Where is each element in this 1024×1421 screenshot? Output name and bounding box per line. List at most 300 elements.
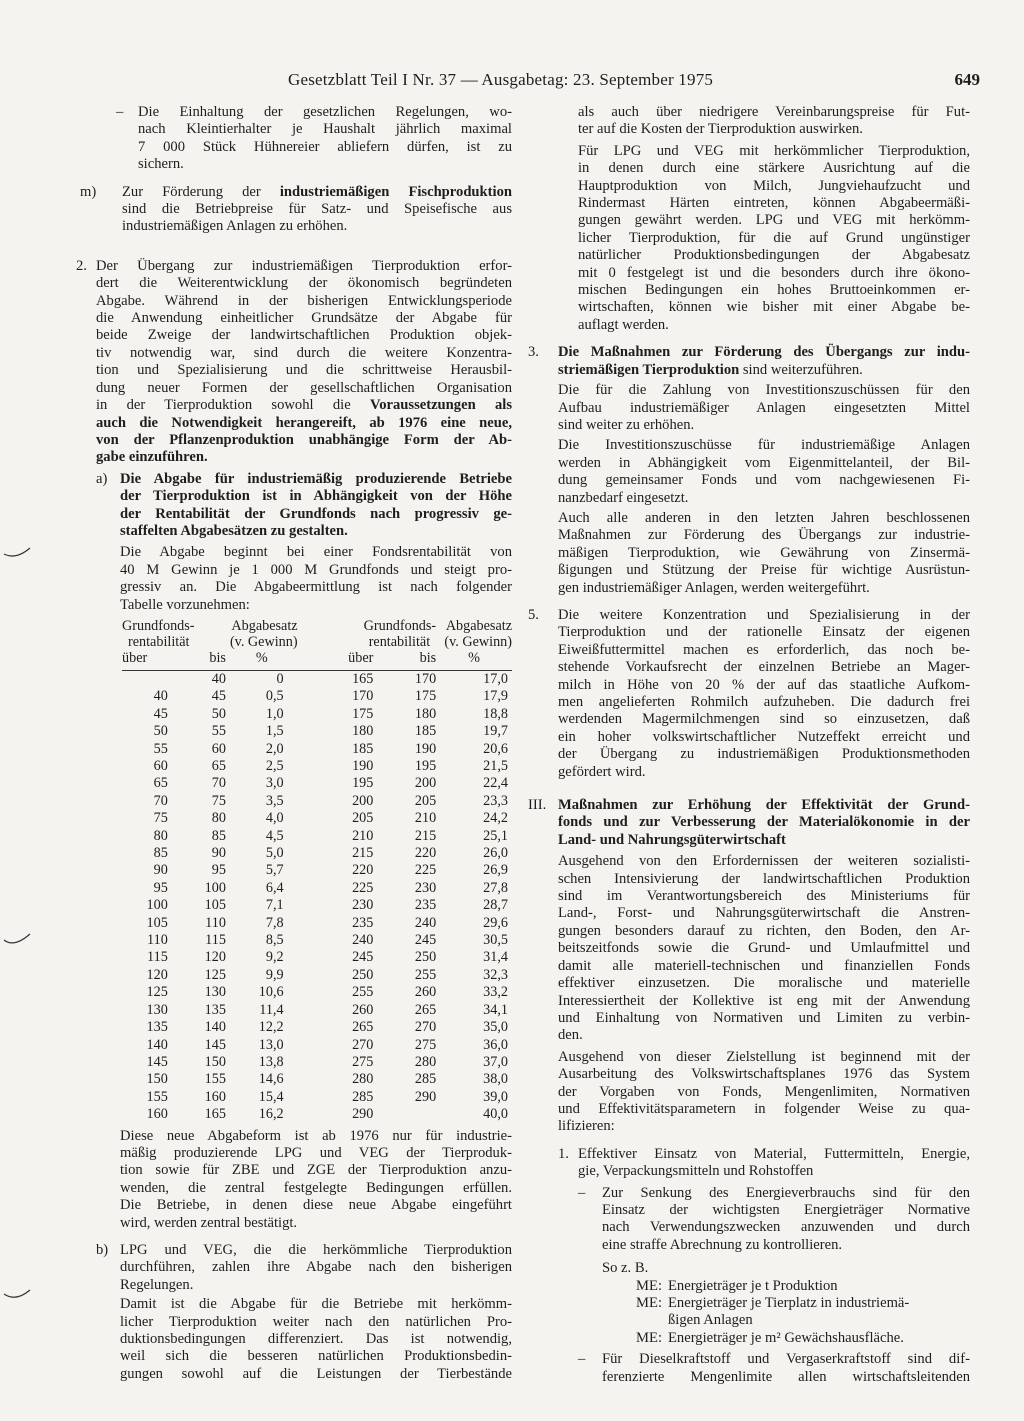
bold-line: Die Abgabe für industriemäßig produzierende Betriebe [120, 470, 512, 487]
table-row [122, 775, 512, 792]
table-cell: 215 [352, 845, 374, 862]
table-header-row [122, 618, 512, 634]
table-cell: 260 [414, 984, 437, 1001]
table-cell: 55 [153, 740, 168, 757]
table-cell: 290 [414, 1088, 437, 1105]
table-cell: 95 [153, 879, 168, 896]
item-a [70, 471, 512, 614]
text-line [122, 184, 512, 201]
table-cell: 60 [153, 758, 168, 774]
bold-line: fonds und zur Verbesserung der Materialökonomie in der [558, 814, 970, 831]
text-line: Der Übergang zur industriemäßigen Tierproduktion erfor- [96, 257, 512, 274]
table-cell: 37,0 [483, 1053, 508, 1070]
table-cell: 220 [352, 862, 374, 879]
text-line: Maßnahmen zur Förderung des Übergangs zur industrie- [558, 527, 970, 544]
text-line: Land-, Forst- und Nahrungsgüterwirtschaft die Anstren- [558, 905, 970, 922]
table-cell: 230 [352, 897, 374, 914]
text-line: auflagt werden. [578, 316, 669, 333]
table-cell: 9,9 [265, 966, 284, 983]
table-cell: 0,5 [265, 688, 284, 705]
table-cell: 80 [211, 810, 226, 827]
table-cell: 140 [146, 1036, 168, 1053]
table-cell: 18,8 [483, 705, 508, 722]
table-cell: 13,8 [258, 1053, 284, 1070]
text-line: Die für die Zahlung von Investitionszuschüssen für den [558, 382, 970, 399]
text-line: mit 0 festgelegt ist und die besonders durch ihre ökono- [578, 264, 970, 281]
table-row [122, 828, 512, 845]
table-cell: 23,3 [483, 792, 508, 809]
text-line: beide Zweige der landwirtschaftlichen Produktion objek- [96, 327, 512, 344]
table-cell: 280 [414, 1053, 437, 1070]
table-cell: 36,0 [483, 1036, 508, 1053]
table-body [122, 670, 512, 1123]
me-text: Energieträger je Tierplatz in industriemä- [668, 1295, 910, 1311]
text-line: gefördert wird. [558, 763, 646, 780]
right-column [528, 104, 970, 1390]
dash-item-energy [528, 1185, 970, 1255]
table-cell: 180 [414, 705, 437, 722]
text-run: Zur Förderung der [122, 183, 280, 200]
section-marker: 3. [528, 344, 539, 361]
text-line: ein hoher volkswirtschaftlicher Nutzeffekt erreicht und [558, 728, 970, 745]
table-cell: 12,2 [258, 1019, 284, 1036]
left-dash-item [70, 104, 512, 174]
table-cell: 29,6 [483, 914, 508, 931]
table-cell: 275 [352, 1053, 374, 1070]
table-cell: 9,2 [265, 949, 284, 966]
paragraph [70, 1128, 512, 1232]
table-cell: 38,0 [483, 1071, 508, 1088]
section-marker: III. [528, 797, 547, 814]
table-cell: 145 [146, 1053, 168, 1070]
table-cell: 225 [352, 879, 374, 896]
table-cell: 135 [204, 1001, 226, 1018]
table-header: % [255, 649, 268, 666]
me-label: ME: [636, 1277, 662, 1294]
table-cell: 260 [352, 1001, 374, 1018]
table-cell: 220 [414, 845, 437, 862]
section-marker: 5. [528, 606, 539, 623]
bold-run: striemäßigen Tierproduktion [558, 361, 740, 378]
text-line: ßigungen und Stützung der Preise für wichtige Ausrüstun- [558, 562, 970, 579]
table-cell: 200 [414, 775, 437, 792]
text-line: Ausarbeitung des Volkswirtschaftsplanes 1976 das System [558, 1066, 970, 1083]
text-line: den. [558, 1027, 583, 1044]
table-cell: 135 [146, 1019, 168, 1036]
text-line: Abgabe. Während in der bisherigen Entwicklungsperiode [96, 292, 512, 309]
table-header: über [122, 649, 148, 666]
text-line: LPG und VEG, die die herkömmliche Tierproduktion [120, 1241, 512, 1258]
text-line: Regelungen. [120, 1276, 194, 1293]
table-row [122, 1106, 512, 1123]
table-cell: 105 [204, 897, 226, 914]
paragraph [528, 853, 970, 1044]
table-cell: 70 [153, 792, 168, 809]
text-line: 40 M Gewinn je 1 000 M Grundfonds und steigt pro- [120, 561, 512, 578]
table-cell: 165 [352, 670, 374, 687]
table-cell: 290 [352, 1106, 374, 1123]
table-header: (v. Gewinn) [229, 633, 298, 650]
table-cell: 245 [352, 949, 374, 966]
text-line: weil sich die besseren natürlichen Produktionsbedin- [120, 1348, 512, 1365]
text-line: nanzbedarf eingesetzt. [558, 489, 689, 506]
me-text: Energieträger je t Produktion [668, 1277, 838, 1294]
text-line: Damit ist die Abgabe für die Betriebe mit herkömm- [120, 1296, 512, 1313]
text-line: gungen sowohl auf die Leistungen der Tierbestände [120, 1365, 512, 1382]
me-item [622, 1295, 970, 1330]
item-b [70, 1242, 512, 1383]
table-cell: 2,0 [265, 740, 284, 757]
text-line: als auch über niedrigere Vereinbarungspreise für Fut- [578, 104, 970, 120]
table-header: (v. Gewinn) [444, 633, 512, 650]
table-cell: 2,5 [265, 758, 284, 774]
table-cell: 32,3 [483, 966, 508, 983]
table-cell: 230 [414, 879, 437, 896]
table-header-row [122, 650, 512, 666]
text-line: Die Betriebe, in denen diese neue Abgabe eingeführt [120, 1197, 512, 1214]
table-cell [122, 670, 172, 688]
table-cell: 90 [211, 845, 226, 862]
table-cell: 265 [414, 1001, 437, 1018]
text-line: licher Tierproduktion weiter nach den natürlichen Pro- [120, 1313, 512, 1330]
table-cell: 7,1 [265, 897, 284, 914]
text-line: Effektiver Einsatz von Material, Futtermitteln, Energie, [578, 1145, 970, 1162]
table-cell: 1,5 [265, 723, 284, 740]
text-line: Die weitere Konzentration und Spezialisierung in der [558, 606, 970, 623]
table-row [122, 723, 512, 740]
table-cell: 240 [414, 914, 437, 931]
table-cell: 125 [204, 966, 226, 983]
table-cell: 65 [211, 758, 226, 774]
text-line: tiv notwendig war, sind durch die weitere Konzentra- [96, 344, 512, 361]
margin-mark-icon [0, 928, 40, 948]
continuation-paragraph [528, 104, 970, 139]
table-cell: 3,0 [265, 775, 284, 792]
text-line: werdenden Magermilchmengen sind so einzusetzen, daß [558, 711, 970, 728]
text-line: Rindermast Härten eintreten, können Abgabeermäßi- [578, 195, 970, 212]
table-cell: 95 [211, 862, 226, 879]
after-table-text [70, 1128, 512, 1232]
table-cell: 5,0 [265, 845, 284, 862]
section-III [528, 797, 970, 1136]
table-cell: 285 [352, 1088, 374, 1105]
text-line: die Anwendung einheitlicher Grundsätze der Abgabe für [96, 310, 512, 327]
table-cell: 4,5 [265, 827, 284, 844]
table-cell: 26,9 [483, 862, 508, 879]
item-marker: a) [96, 470, 108, 487]
text-line: tion und Spezialisierung und die schrittweise Herausbil- [96, 362, 512, 379]
me-list [528, 1278, 970, 1348]
dash-item-fuel [528, 1351, 970, 1386]
table-cell: 90 [153, 862, 168, 879]
text-line: mäßig produzierende LPG und VEG der Tierproduk- [120, 1144, 512, 1161]
text-line: Die Einhaltung der gesetzlichen Regelungen, wo- [138, 104, 512, 120]
text-line: Auch alle anderen in den letzten Jahren beschlossenen [558, 509, 970, 526]
table-cell: 85 [211, 827, 226, 844]
text-line: gungen besonders darauf zu richten, den Boden, den Ar- [558, 922, 970, 939]
section-text [528, 607, 970, 781]
text-line: wirtschaften, können wie bisher mit einer Abgabe be- [578, 299, 970, 316]
table-cell: 33,2 [483, 984, 508, 1001]
table-row [122, 984, 512, 1001]
dash-marker: – [578, 1184, 586, 1201]
table-cell: 100 [204, 879, 226, 896]
table-row [122, 793, 512, 810]
text-line: tion sowie für ZBE und ZGE der Tierproduktion anzu- [120, 1162, 512, 1179]
text-line: mischen Bedingungen ein hohes Bruttoeinkommen er- [578, 282, 970, 299]
bold-line: Land- und Nahrungsgüterwirtschaft [558, 831, 786, 848]
paragraph [528, 143, 970, 334]
table-cell: 265 [352, 1019, 374, 1036]
text-line: dung neuer Formen der gesellschaftlichen Organisation [96, 379, 512, 396]
table-cell: 120 [146, 966, 168, 983]
table-header: Abgabesatz [231, 617, 298, 634]
item-text [70, 1242, 512, 1383]
section-text [70, 258, 512, 467]
table-header: bis [419, 649, 437, 666]
dash-marker: – [578, 1351, 586, 1368]
bold-line: staffelten Abgabesätzen zu gestalten. [120, 522, 348, 539]
table-cell: 200 [352, 792, 374, 809]
text-line: gressiv an. Die Abgabeermittlung ist nach folgender [120, 579, 512, 596]
table-cell: 190 [414, 740, 437, 757]
item-m [70, 184, 512, 236]
text-line: sichern. [138, 156, 184, 173]
text-line: schen Intensivierung der landwirtschaftlichen Produktion [558, 870, 970, 887]
text-run: sind weiterzuführen. [739, 361, 863, 378]
table-row [122, 1054, 512, 1071]
table-cell: 120 [204, 949, 226, 966]
dash-marker: – [116, 104, 124, 120]
table-row [122, 741, 512, 758]
text-line: gie, Verpackungsmitteln und Rohstoffen [578, 1163, 814, 1180]
table-header: rentabilität [368, 633, 431, 650]
table-cell: 65 [153, 775, 168, 792]
table-cell: 100 [146, 897, 168, 914]
table-row [122, 1089, 512, 1106]
text-line: men angelieferten Rohmilch aufzuheben. Die dadurch frei [558, 694, 970, 710]
section-marker: 2. [76, 257, 87, 274]
table-cell: 275 [414, 1036, 437, 1053]
table-cell: 215 [414, 827, 437, 844]
table-cell: 235 [352, 914, 374, 931]
text-line [96, 397, 512, 414]
table-cell: 17,9 [483, 688, 508, 705]
table-cell: 155 [146, 1088, 168, 1105]
table-cell: 115 [147, 949, 168, 966]
bold-line: Maßnahmen zur Erhöhung der Effektivität der Grund- [558, 797, 970, 814]
bold-run: Voraussetzungen als [370, 397, 512, 414]
table-cell: 195 [414, 758, 437, 774]
table-cell: 245 [414, 932, 437, 949]
table-row [122, 758, 512, 775]
bold-line: der Rentabilität der Grundfonds nach progressiv ge- [120, 505, 512, 522]
table-cell: 255 [414, 966, 437, 983]
me-item [622, 1330, 970, 1347]
table-cell: 145 [204, 1036, 226, 1053]
me-item [622, 1278, 970, 1295]
text-line: Hauptproduktion von Milch, Jungviehaufzucht und [578, 177, 970, 194]
text-line: eine straffe Abrechnung zu kontrollieren. [602, 1236, 843, 1253]
table-cell: 6,4 [265, 879, 284, 896]
table-cell: 5,7 [265, 862, 284, 879]
table-row [122, 1071, 512, 1088]
table-cell: 34,1 [483, 1001, 508, 1018]
table-row [122, 706, 512, 723]
table-row [122, 915, 512, 932]
text-run: in der Tierproduktion sowohl die [96, 397, 351, 414]
table-cell: 205 [414, 792, 437, 809]
table-row [122, 810, 512, 827]
text-line: natürlicher Produktionsbedingungen der Abgabesatz [578, 247, 970, 264]
table-cell: 165 [204, 1106, 226, 1123]
table-cell: 250 [352, 966, 374, 983]
text-line: mäßigen Tierproduktion, wie Gewährung von Zinsermä- [558, 544, 970, 561]
text-line: nach Verwendungszwecken anzuwenden und durch [602, 1219, 970, 1236]
text-line: ferenzierte Mengenlimite allen wirtschaftsleitenden [602, 1368, 970, 1385]
table-cell: 50 [211, 705, 226, 722]
paragraph [528, 1049, 970, 1136]
table-cell: 130 [146, 1001, 168, 1018]
text-line: der Übergang zu industriemäßigen Produktionsmethoden [558, 746, 970, 763]
table-cell: 175 [414, 688, 437, 705]
table-cell: 105 [146, 914, 168, 931]
table-cell: 55 [211, 723, 226, 740]
table-cell: 50 [153, 723, 168, 740]
table-header: Grundfonds- [363, 617, 437, 634]
table-cell: 7,8 [265, 914, 284, 931]
text-line: licher Tierproduktion, für die auf Grund ungünstiger [578, 229, 970, 246]
text-line [558, 362, 970, 379]
table-cell: 180 [352, 723, 374, 740]
table-cell: 255 [352, 984, 374, 1001]
table-cell: 25,1 [483, 827, 508, 844]
dash-text [528, 1351, 970, 1386]
text-line: Aufbau industriemäßiger Anlagen eingesetzten Mittel [558, 399, 970, 416]
section-3 [528, 344, 970, 597]
table-row [122, 949, 512, 966]
table-cell: 14,6 [258, 1071, 284, 1088]
table-cell: 75 [211, 792, 226, 809]
dash-text [528, 1185, 970, 1255]
table-cell: 40 [153, 688, 168, 705]
table-cell: 280 [352, 1071, 374, 1088]
table-cell: 0 [276, 670, 284, 687]
table-row [122, 670, 512, 688]
section-heading [528, 797, 970, 849]
table-cell: 285 [414, 1071, 437, 1088]
text-line: wird, werden zentral bestätigt. [120, 1214, 298, 1231]
bold-line: der Tierproduktion ist in Abhängigkeit von der Höhe [120, 488, 512, 505]
left-column [70, 104, 512, 1393]
text-line: Zur Senkung des Energieverbrauchs sind für den [602, 1184, 970, 1201]
text-line: Tabelle vorzunehmen: [120, 596, 250, 613]
text-line: gungen gewährt werden. LPG und VEG mit herkömm- [578, 212, 970, 229]
text-line: Für Dieselkraftstoff und Vergaserkraftstoff sind dif- [602, 1351, 970, 1368]
item-marker: m) [80, 183, 97, 200]
text-line: Ausgehend von den Erfordernissen der weiteren sozialisti- [558, 853, 970, 870]
bold-line: auch die Notwendigkeit herangereift, ab 1976 eine neue, [96, 414, 512, 431]
table-cell: 130 [204, 984, 226, 1001]
bold-run: industriemäßigen Fischproduktion [279, 183, 512, 200]
table-cell: 1,0 [265, 705, 284, 722]
table-cell: 30,5 [483, 932, 508, 949]
dash-text [70, 104, 512, 174]
table-row [122, 862, 512, 879]
table-cell: 39,0 [483, 1088, 508, 1105]
table-cell: 40,0 [483, 1106, 508, 1123]
me-label: ME: [636, 1295, 662, 1311]
text-line: damit alle materiell-technischen und finanziellen Fonds [558, 957, 970, 974]
text-line: lifizieren: [558, 1118, 615, 1135]
me-text: Energieträger je m² Gewächshausfläche. [668, 1329, 904, 1346]
text-line: Interessiertheit der Kollektive ist eng mit der Anwendung [558, 992, 970, 1009]
table-cell: 250 [414, 949, 437, 966]
item-text [70, 471, 512, 614]
table-cell: 16,2 [258, 1106, 284, 1123]
table-cell: 8,5 [265, 932, 284, 949]
table-cell: 125 [146, 984, 168, 1001]
table-cell: 80 [153, 827, 168, 844]
text-line: sind weiter zu erhöhen. [558, 416, 695, 433]
table-row [122, 688, 512, 705]
table-header-row [122, 634, 512, 650]
numbered-item-1 [528, 1146, 970, 1181]
table-row [122, 880, 512, 897]
table-cell: 45 [153, 705, 168, 722]
bold-line: gabe einzuführen. [96, 449, 208, 466]
table-row [122, 845, 512, 862]
text-line: durchführen, zahlen ihre Abgabe nach den bisherigen [120, 1259, 512, 1276]
table-row [122, 1037, 512, 1054]
table-cell: 110 [205, 914, 226, 931]
table-cell: 160 [146, 1106, 168, 1123]
text-line: Einsatz der wichtigsten Energieträger Normative [602, 1201, 970, 1218]
table-cell: 31,4 [483, 949, 508, 966]
text-line: und Effektivitätsparametern in folgender Weise zu qua- [558, 1100, 970, 1117]
table-header: Grundfonds- [122, 617, 195, 634]
text-line: Die Abgabe beginnt bei einer Fondsrentabilität von [120, 544, 512, 561]
table-cell: 11,4 [259, 1001, 284, 1018]
table-cell: 45 [211, 688, 226, 705]
item-text [70, 184, 512, 236]
paragraph [528, 104, 970, 139]
table-row [122, 1019, 512, 1036]
table-header: Abgabesatz [445, 617, 512, 634]
page-number: 649 [954, 70, 980, 89]
table-cell: 27,8 [483, 879, 508, 896]
text-line: Tierproduktion und der rationelle Einsatz der eigenen [558, 624, 970, 641]
text-line: Für LPG und VEG mit herkömmlicher Tierproduktion, [578, 142, 970, 159]
table-cell: 225 [414, 862, 437, 879]
table-cell: 21,5 [483, 758, 508, 774]
table-header: über [348, 649, 374, 666]
item-text [528, 1146, 970, 1181]
item-marker: 1. [558, 1145, 569, 1162]
bold-line: Die Maßnahmen zur Förderung des Übergangs zur indu- [558, 344, 970, 361]
table-cell: 160 [204, 1088, 226, 1105]
item-marker: b) [96, 1241, 109, 1258]
table-cell: 35,0 [483, 1019, 508, 1036]
abgabe-table [122, 618, 512, 1124]
text-line: industriemäßigen Anlagen zu erhöhen. [122, 218, 348, 235]
text-line: milch in Höhe von 20 % der auf das staatliche Aufkom- [558, 676, 970, 693]
margin-mark-icon [0, 540, 40, 560]
me-label: ME: [636, 1329, 662, 1346]
table-cell: 60 [211, 740, 226, 757]
table-cell: 28,7 [483, 897, 508, 914]
table-row [122, 967, 512, 984]
